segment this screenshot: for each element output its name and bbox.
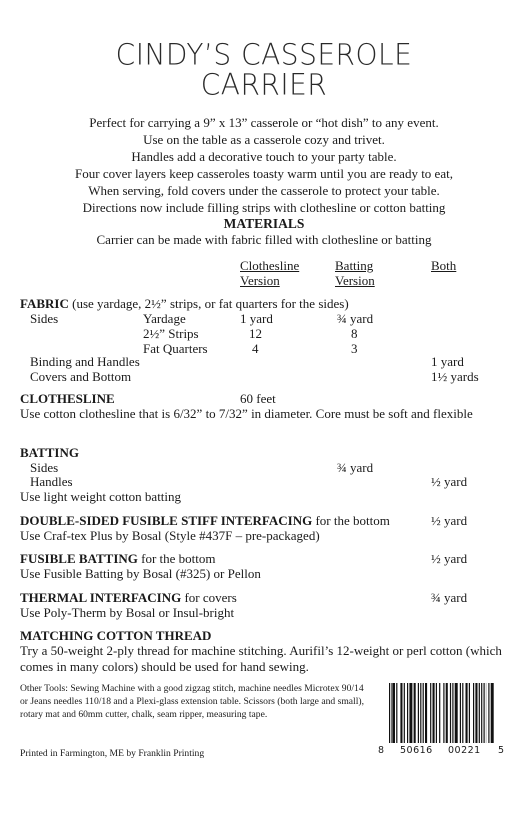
fabric-row-batting: 3 [351,341,358,356]
page-title [0,37,528,102]
fabric-covers-label: Covers and Bottom [30,369,132,384]
title-line-2: CARRIER [200,67,328,102]
fabric-note: (use yardage, 2½” strips, or fat quarters for the sides) [68,296,349,311]
thermal-text: Use Poly-Therm by Bosal or Insul-bright [20,605,235,620]
intro-line: Perfect for carrying a 9” x 13” casserole or “hot dish” to any event. [89,115,439,130]
intro-line: Handles add a decorative touch to your party table. [131,149,397,164]
fabric-binding-label: Binding and Handles [30,354,140,369]
thermal-suffix: for covers [181,590,237,605]
barcode-bar [414,683,416,743]
col-header-batting: Batting [335,258,374,273]
batting-handles-amount: ½ yard [431,474,468,489]
clothesline-heading: CLOTHESLINE [20,391,115,406]
clothesline-text: Use cotton clothesline that is 6/32” to 7/32” in diameter. Core must be soft and flexible [20,406,473,421]
interfacing-text: Use Craf-tex Plus by Bosal (Style #437F – pre-packaged) [20,528,320,543]
intro-line: Four cover layers keep casseroles toasty warm until you are ready to eat, [75,166,453,181]
fusible-batting-heading [20,551,216,566]
fabric-row-batting: ¾ yard [337,311,374,326]
barcode-bar [446,683,448,743]
interfacing-amount: ½ yard [431,513,468,528]
fabric-row-clothesline: 1 yard [240,311,273,326]
barcode-bar [418,683,419,743]
fusible-batting-label: FUSIBLE BATTING [20,551,138,566]
batting-sides-label: Sides [30,460,59,475]
fabric-row-batting: 8 [351,326,358,341]
barcode-bar [391,683,392,743]
intro-line: Directions now include filling strips with clothesline or cotton batting [82,200,446,215]
barcode-bar [400,683,402,743]
fabric-label: FABRIC [20,296,69,311]
fabric-row-name: Yardage [143,311,186,326]
barcode-bar [404,683,405,743]
barcode-bar [443,683,444,743]
fabric-row-name: 2½” Strips [143,326,199,341]
title-line-1: CINDY’S CASSEROLE [115,37,413,72]
barcode-bar [389,683,390,743]
fusible-batting-text: Use Fusible Batting by Bosal (#325) or Pellon [20,566,261,581]
barcode-bar [473,683,474,743]
col-header-both: Both [431,258,457,273]
barcode [389,683,495,743]
materials-heading: MATERIALS [223,216,305,231]
barcode-bar [393,683,395,743]
printed-by-text: Printed in Farmington, ME by Franklin Printing [20,748,205,759]
batting-sides-amount: ¾ yard [337,460,374,475]
clothesline-amount: 60 feet [240,391,276,406]
barcode-bar [425,683,427,743]
thread-text: Try a 50-weight 2-ply thread for machine stitching. Aurifil’s 12-weight or perl cotton (which comes in many colors) should be used for hand sewing. [20,643,502,674]
batting-heading: BATTING [20,445,79,460]
other-tools-text: Other Tools: Sewing Machine with a good zigzag stitch, machine needles Microtex 90/14 or Jeans needles 110/18 and a Plexi-glass extension table. Scissors (both large and small), rotary mat and 60mm cutter, chalk, seam ripper, measuring tape. [20,683,364,720]
barcode-bar [423,683,424,743]
barcode-bar [491,683,494,743]
barcode-digits-left: 50616 [400,745,433,756]
barcode-bar [407,683,408,743]
barcode-bar [460,683,461,743]
batting-handles-label: Handles [30,474,73,489]
barcode-bar [455,683,458,743]
barcode-bar [436,683,437,743]
barcode-digits-right: 00221 [448,745,481,756]
interfacing-label: DOUBLE-SIDED FUSIBLE STIFF INTERFACING [20,513,313,528]
thermal-amount: ¾ yard [431,590,468,605]
barcode-bar [484,683,485,743]
barcode-bar [433,683,435,743]
fabric-heading [20,296,349,311]
barcode-bar [469,683,470,743]
thermal-heading [20,590,237,605]
barcode-bar [462,683,463,743]
barcode-bar [409,683,412,743]
fabric-binding-both: 1 yard [431,354,464,369]
col-header-clothesline-version: Version [240,273,280,288]
intro-line: When serving, fold covers under the casserole to protect your table. [88,183,440,198]
barcode-bar [450,683,451,743]
col-header-clothesline: Clothesline [240,258,300,273]
barcode-bar [430,683,431,743]
thread-heading: MATCHING COTTON THREAD [20,628,212,643]
barcode-bar [481,683,482,743]
fabric-row-name: Fat Quarters [143,341,208,356]
barcode-bar [479,683,480,743]
fabric-covers-both: 1½ yards [431,369,479,384]
materials-subheading: Carrier can be made with fabric filled with clothesline or batting [96,232,432,247]
intro-text [0,114,528,216]
barcode-bar [475,683,477,743]
barcode-bar [439,683,440,743]
fusible-batting-amount: ½ yard [431,551,468,566]
interfacing-heading [20,513,390,528]
interfacing-suffix: for the bottom [312,513,390,528]
barcode-bar [396,683,397,743]
intro-line: Use on the table as a casserole cozy and trivet. [143,132,385,147]
fabric-row-clothesline: 4 [252,341,259,356]
thermal-label: THERMAL INTERFACING [20,590,182,605]
barcode-bar [452,683,453,743]
barcode-bar [466,683,468,743]
barcode-digit-last: 5 [498,745,505,756]
barcode-bar [420,683,421,743]
barcode-bar [488,683,489,743]
batting-text: Use light weight cotton batting [20,489,182,504]
fusible-batting-suffix: for the bottom [137,551,216,566]
barcode-digit-first: 8 [378,745,385,756]
col-header-batting-version: Version [335,273,375,288]
fabric-sides-label: Sides [30,311,59,326]
fabric-row-clothesline: 12 [249,326,262,341]
